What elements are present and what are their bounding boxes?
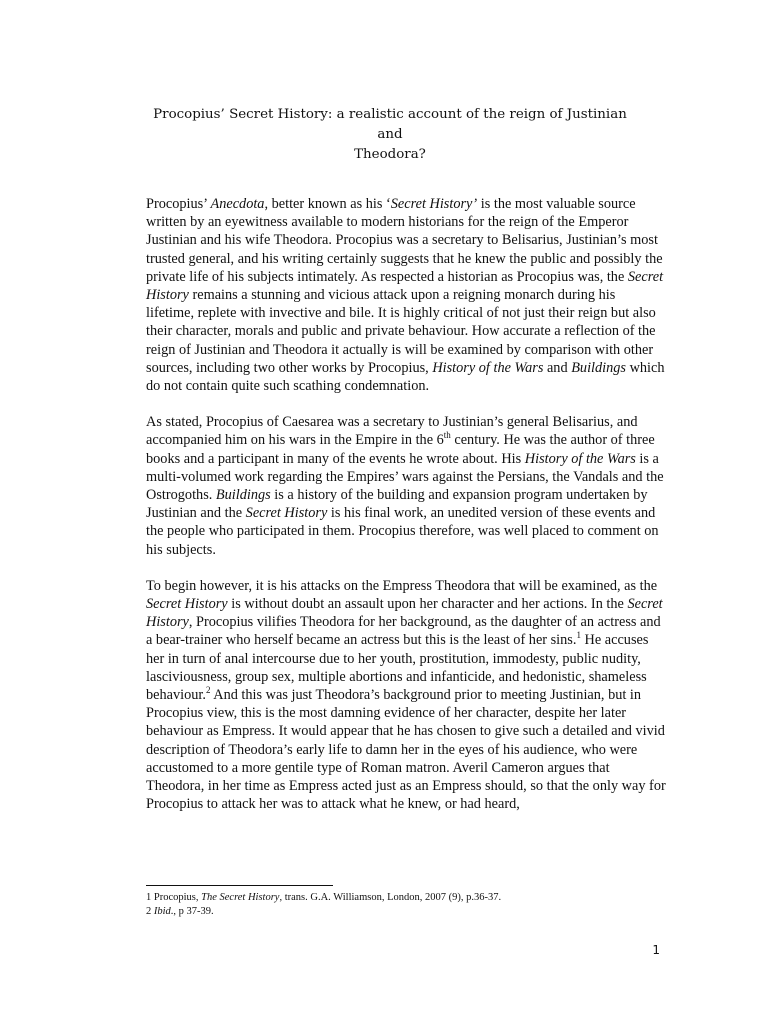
text-run: is a history of the building and expansion program undertaken by Justinian and the	[146, 487, 648, 522]
text-run: , trans. G.A. Williamson, London, 2007 (9), p.36-37.	[279, 892, 502, 903]
italic-text: The Secret History	[201, 892, 280, 903]
italic-text: Secret History’	[390, 196, 478, 212]
italic-text: Anecdota	[210, 196, 265, 212]
paragraph-1	[146, 195, 666, 395]
italic-text: Secret History	[146, 596, 228, 613]
text-run: and	[543, 359, 572, 376]
document-title	[140, 105, 640, 165]
footnotes	[146, 891, 666, 918]
italic-text: History of the Wars	[432, 359, 544, 376]
text-run: He accuses her in turn of anal intercourse due to her youth, prostitution, immodesty, public nudity, lasciviousness, group sex, multiple abortions and infanticide, and hedonistic, shameless behaviour.	[146, 632, 649, 704]
footnote-2	[146, 905, 666, 919]
title-line-1: Procopius’ Secret History: a realistic account of the reign of Justinian and	[153, 107, 627, 142]
text-run: 2	[146, 905, 154, 917]
italic-text: Ibid	[153, 905, 171, 917]
document-body	[146, 195, 666, 814]
text-run: And this was just Theodora’s background prior to meeting Justinian, but in Procopius view, this is the most damning evidence of her character, despite her later behaviour as Empress. It would appear that he has chosen to give such a detailed and vivid description of Theodora’s early life to damn her in the eyes of his audience, who were accustomed to a more gentile type of Roman matron. Averil Cameron argues that Theodora, in her time as Empress acted just as an Empress should, so that the only way for Procopius to attack her was to attack what he knew, or had heard,	[146, 687, 666, 813]
italic-text: Secret History	[146, 268, 664, 304]
text-run: is his final work, an unedited version of these events and the people who participated in them. Procopius therefore, was well placed to comment on his subjects.	[146, 505, 659, 558]
title-line-2: Theodora?	[354, 147, 426, 162]
text-run: 1 Procopius,	[146, 892, 202, 903]
text-run: century. He was the author of three books and a participant in many of the events he wrote about. His	[146, 432, 655, 467]
superscript-text: th	[443, 430, 451, 441]
text-run: Procopius’	[146, 196, 211, 212]
italic-text: Buildings	[215, 487, 271, 504]
italic-text: Buildings	[571, 359, 626, 376]
text-run: remains a stunning and vicious attack upon a reigning monarch during his lifetime, replete with invective and bile. It is highly critical of not just their reign but also their character, morals and public and private behaviour. How accurate a reflection of the reign of Justinian and Theodora it actually is will be examined by comparison with other sources, including two other works by Procopius,	[146, 287, 656, 376]
text-run: To begin however, it is his attacks on the Empress Theodora that will be examined, as the	[146, 577, 658, 594]
page-number: 1	[652, 943, 660, 957]
text-run: , better known as his ‘	[264, 196, 391, 212]
text-run: which do not contain quite such scathing condemnation.	[146, 359, 665, 395]
italic-text: History of the Wars	[524, 450, 636, 467]
italic-text: Secret History	[146, 596, 663, 631]
text-run: ., p 37-39.	[170, 905, 214, 917]
superscript-text: 1	[576, 630, 581, 641]
paragraph-2	[146, 413, 666, 559]
text-run: is a multi-volumed work regarding the Empires’ wars against the Persians, the Vandals and the Ostrogoths.	[146, 450, 664, 504]
text-run: is without doubt an assault upon her character and her actions. In the	[227, 596, 628, 613]
text-run: As stated, Procopius of Caesarea was a secretary to Justinian’s general Belisarius, and accompanied him on his wars in the Empire in the 6	[146, 414, 638, 449]
paragraph-3	[146, 577, 666, 814]
footnote-1	[146, 891, 666, 905]
text-run: , Procopius vilifies Theodora for her background, as the daughter of an actress and a bear-trainer who herself became an actress but this is the least of her sins.	[146, 614, 661, 649]
footnote-divider	[146, 885, 333, 886]
italic-text: Secret History	[245, 505, 328, 522]
text-run: is the most valuable source written by an eyewitness available to modern historians for the reign of the Emperor Justinian and his wife Theodora. Procopius was a secretary to Belisarius, Justinian’s most trusted general, and his writing certainly suggests that he knew the public and possibly the private life of his subjects intimately. As respected a historian as Procopius was, the	[146, 196, 663, 285]
superscript-text: 2	[205, 685, 211, 696]
